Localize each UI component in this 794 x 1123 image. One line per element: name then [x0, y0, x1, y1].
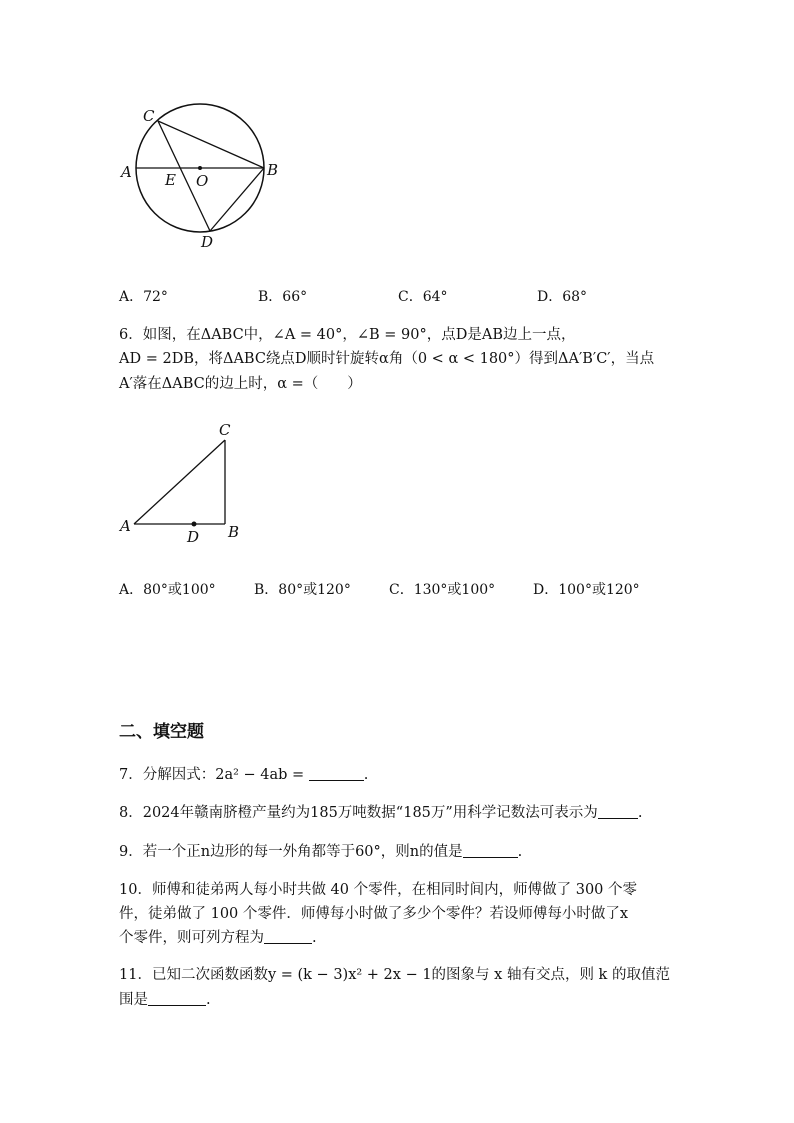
chord-cb: [158, 121, 264, 168]
label-d: D: [187, 528, 200, 546]
label-o: O: [196, 172, 209, 190]
label-c: C: [143, 107, 155, 125]
q10-line-2: 件，徒弟做了 100 个零件．师傅每小时做了多少个零件？若设师傅每小时做了x: [119, 906, 629, 922]
q7-text: 7．分解因式：2a² − 4ab =: [119, 767, 309, 783]
q5-choice-b: B．66°: [258, 289, 308, 305]
q5-choice-d: D．68°: [537, 289, 588, 305]
q8-end: .: [637, 805, 643, 821]
q10-line-1: 10．师傅和徒弟两人每小时共做 40 个零件，在相同时间内，师傅做了 300 个零: [119, 882, 638, 898]
q8-text: 8．2024年赣南脐橙产量约为185万吨数据“185万”用科学记数法可表示为: [119, 805, 598, 821]
q7-answer-blank[interactable]: [309, 766, 364, 781]
q11-line-2: [119, 988, 211, 1009]
q6-line-3: A′落在ΔABC的边上时，α =（ ）: [119, 376, 362, 392]
label-b: B: [228, 523, 240, 541]
point-d: [192, 522, 197, 527]
q6-choice-b: B．80°或120°: [254, 582, 351, 598]
label-a: A: [121, 163, 132, 181]
label-a: A: [120, 517, 131, 535]
label-e: E: [165, 171, 176, 189]
q9-end: .: [517, 844, 523, 860]
side-ac: [134, 440, 225, 524]
label-d: D: [201, 233, 214, 251]
q6-choice-a: A．80°或100°: [119, 582, 216, 598]
label-b: B: [267, 161, 279, 179]
triangle-figure: [110, 415, 250, 550]
q7-end: .: [363, 767, 369, 783]
q11-text: 围是: [119, 992, 148, 1008]
q9-answer-blank[interactable]: [463, 843, 518, 858]
q9-line: [119, 840, 522, 861]
q6-line-1: 6．如图，在ΔABC中，∠A = 40°，∠B = 90°，点D是AB边上一点，: [119, 327, 576, 343]
q8-line: [119, 801, 642, 822]
q5-choice-c: C．64°: [398, 289, 448, 305]
q6-choice-d: D．100°或120°: [533, 582, 640, 598]
q11-line-1: 11．已知二次函数函数y = (k − 3)x² + 2x − 1的图象与 x 轴有交点，则 k 的取值范: [119, 967, 670, 983]
q6-line-2: AD = 2DB，将ΔABC绕点D顺时针旋转α角（0 < α < 180°）得到ΔA′B′C′，当点: [119, 351, 655, 367]
q10-answer-blank[interactable]: [264, 929, 312, 944]
q10-end: .: [312, 930, 317, 946]
q8-answer-blank[interactable]: [598, 804, 638, 819]
q10-text: 个零件，则可列方程为: [119, 930, 264, 946]
center-point: [198, 166, 202, 170]
circle-figure: [110, 100, 310, 260]
q5-choice-a: A．72°: [119, 289, 168, 305]
q10-line-3: [119, 926, 317, 947]
section-title: 二、填空题: [119, 722, 204, 742]
q11-end: .: [206, 992, 211, 1008]
q6-choice-c: C．130°或100°: [389, 582, 496, 598]
q7-line: [119, 763, 368, 784]
label-c: C: [219, 421, 231, 439]
q9-text: 9．若一个正n边形的每一外角都等于60°，则n的值是: [119, 844, 463, 860]
q11-answer-blank[interactable]: [148, 991, 206, 1006]
